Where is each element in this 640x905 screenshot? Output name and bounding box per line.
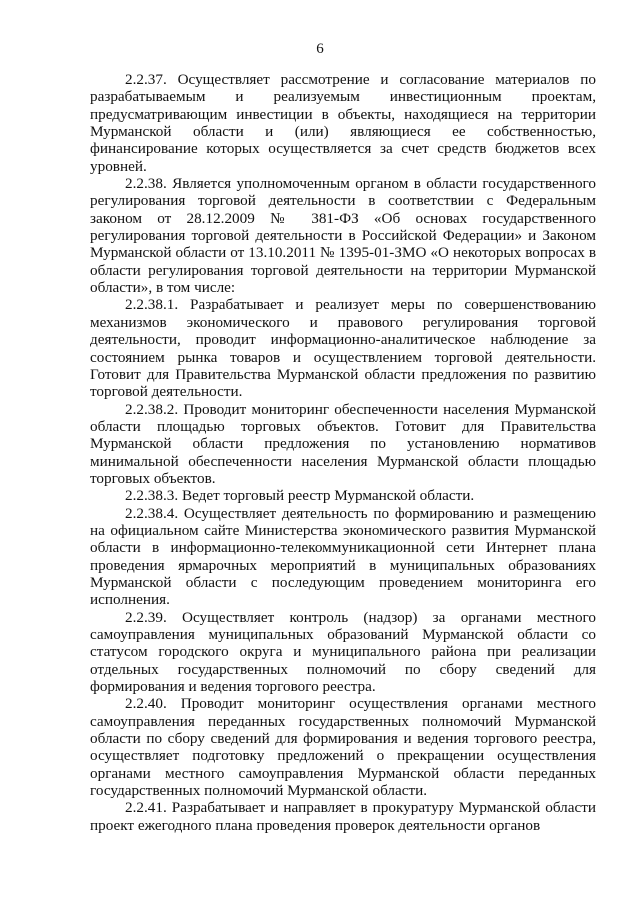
- paragraph-2-2-38-4: 2.2.38.4. Осуществляет деятельность по формированию и размещению на официальном сайте Министерства экономического развития Мурманской области в информационно-телекоммуникационной сети Интернет плана проведения ярмарочных мероприятий в муниципальных образованиях Мурманской области с последующим проведением мониторинга его исполнения.: [90, 504, 596, 609]
- document-body: [90, 71, 596, 834]
- paragraph-2-2-41: 2.2.41. Разрабатывает и направляет в прокуратуру Мурманской области проект ежегодного плана проведения проверок деятельности органов: [90, 799, 596, 834]
- paragraph-2-2-40: 2.2.40. Проводит мониторинг осуществления органами местного самоуправления переданных государственных полномочий Мурманской области по сбору сведений для формирования и ведения торгового реестра, осуществляет подготовку предложений о прекращении осуществления органами местного самоуправления Мурманской области переданных государственных полномочий Мурманской области.: [90, 695, 596, 800]
- paragraph-2-2-38-1: 2.2.38.1. Разрабатывает и реализует меры по совершенствованию механизмов экономического и правового регулирования торговой деятельности, проводит информационно-аналитическое наблюдение за состоянием рынка товаров и осуществлением торговой деятельности. Готовит для Правительства Мурманской области предложения по развитию торговой деятельности.: [90, 296, 596, 401]
- page-number: 6: [316, 41, 324, 57]
- paragraph-2-2-38-2: 2.2.38.2. Проводит мониторинг обеспеченности населения Мурманской области площадью торговых объектов. Готовит для Правительства Мурманской области предложения по установлению нормативов минимальной обеспеченности населения Мурманской области площадью торговых объектов.: [90, 400, 596, 487]
- paragraph-2-2-38-3: 2.2.38.3. Ведет торговый реестр Мурманской области.: [125, 487, 475, 505]
- paragraph-2-2-39: 2.2.39. Осуществляет контроль (надзор) за органами местного самоуправления муниципальных образований Мурманской области со статусом городского округа и муниципального района при реализации отдельных государственных полномочий по сбору сведений для формирования и ведения торгового реестра.: [90, 608, 596, 696]
- paragraph-2-2-37: 2.2.37. Осуществляет рассмотрение и согласование материалов по разрабатываемым и реализуемым инвестиционным проектам, предусматривающим инвестиции в объекты, находящиеся на территории Мурманской области и (или) являющиеся ее собственностью, финансирование которых осуществляется за счет средств бюджетов всех уровней.: [90, 71, 596, 175]
- paragraph-2-2-38: 2.2.38. Является уполномоченным органом в области государственного регулирования торговой деятельности в соответствии с Федеральным законом от 28.12.2009 № 381-ФЗ «Об основах государственного регулирования торговой деятельности в Российской Федерации» и Законом Мурманской области от 13.10.2011 № 1395-01-ЗМО «О некоторых вопросах в области регулирования торговой деятельности на территории Мурманской области», в том числе:: [90, 175, 596, 297]
